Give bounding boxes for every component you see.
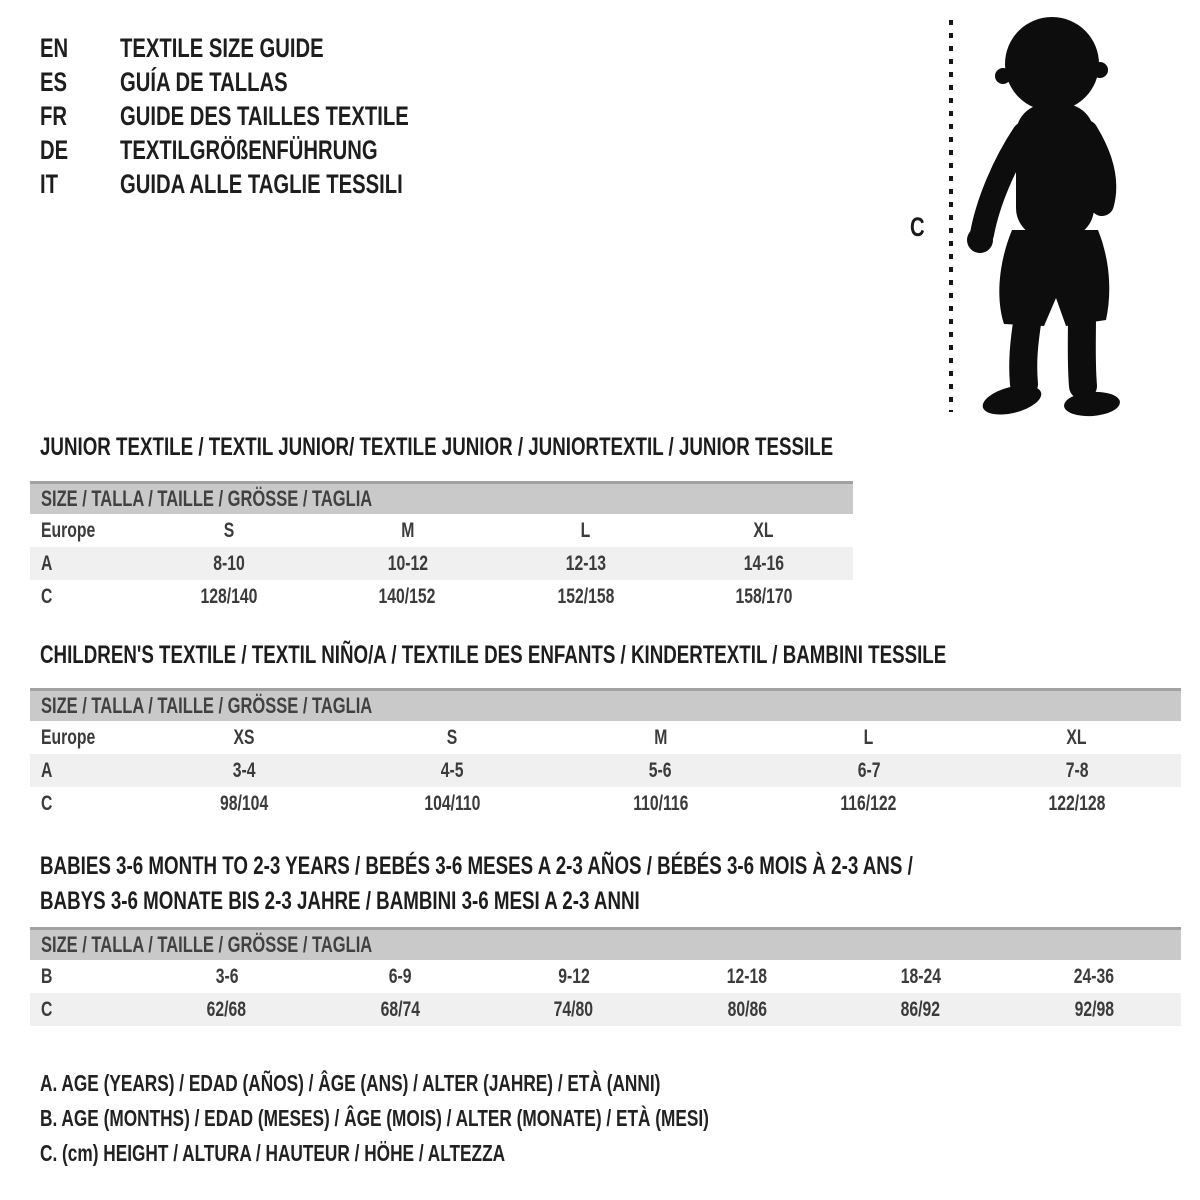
table-cell: 122/128 bbox=[1048, 791, 1106, 815]
table-cell: 128/140 bbox=[200, 584, 258, 608]
table-cell: 6-9 bbox=[388, 964, 412, 988]
column-header: L bbox=[580, 518, 591, 542]
column-header: M bbox=[400, 518, 414, 542]
toddler-silhouette-figure bbox=[900, 12, 1145, 417]
table-cell: 92/98 bbox=[1074, 997, 1114, 1021]
column-header: M bbox=[653, 725, 668, 749]
table-cell: 5-6 bbox=[649, 758, 672, 782]
children-column-header-row bbox=[30, 721, 1181, 754]
legend-line-a: A. AGE (YEARS) / EDAD (AÑOS) / ÂGE (ANS) / ALTER (JAHRE) / ETÀ (ANNI) bbox=[40, 1070, 661, 1096]
table-cell: 98/104 bbox=[220, 791, 269, 815]
table-cell: 68/74 bbox=[380, 997, 420, 1021]
table-row bbox=[30, 547, 853, 580]
table-cell: 7-8 bbox=[1065, 758, 1089, 782]
page-title: GUIDA ALLE TAGLIE TESSILI bbox=[120, 169, 403, 199]
children-section-title: CHILDREN'S TEXTILE / TEXTIL NIÑO/A / TEXTILE DES ENFANTS / KINDERTEXTIL / BAMBINI TESSILE bbox=[40, 641, 947, 669]
size-header-label: SIZE / TALLA / TAILLE / GRÖSSE / TAGLIA bbox=[41, 932, 373, 957]
size-header-label: SIZE / TALLA / TAILLE / GRÖSSE / TAGLIA bbox=[41, 693, 373, 718]
language-row bbox=[40, 99, 505, 133]
babies-title-line1: BABIES 3-6 MONTH TO 2-3 YEARS / BEBÉS 3-6 MESES A 2-3 AÑOS / BÉBÉS 3-6 MOIS À 2-3 ANS / bbox=[40, 852, 913, 880]
babies-title-line2: BABYS 3-6 MONATE BIS 2-3 JAHRE / BAMBINI 3-6 MESI A 2-3 ANNI bbox=[40, 887, 640, 915]
table-cell: 110/116 bbox=[632, 791, 689, 815]
table-cell: 152/158 bbox=[557, 584, 615, 608]
height-measure-label: C bbox=[910, 212, 925, 242]
region-label: Europe bbox=[41, 725, 96, 749]
table-cell: 24-36 bbox=[1074, 964, 1115, 988]
language-row bbox=[40, 167, 505, 201]
table-cell: 158/170 bbox=[735, 584, 793, 608]
language-code: DE bbox=[40, 135, 69, 165]
language-code: EN bbox=[40, 33, 69, 63]
column-header: S bbox=[447, 725, 458, 749]
children-size-table bbox=[30, 688, 1181, 820]
table-row bbox=[30, 754, 1181, 787]
page-title: TEXTILGRÖßENFÜHRUNG bbox=[120, 135, 378, 165]
column-header: XL bbox=[1066, 725, 1087, 749]
column-header: XS bbox=[233, 725, 255, 749]
table-cell: 6-7 bbox=[857, 758, 881, 782]
page-title: TEXTILE SIZE GUIDE bbox=[120, 33, 324, 63]
row-label: C bbox=[41, 791, 53, 815]
table-cell: 12-18 bbox=[727, 964, 768, 988]
table-cell: 104/110 bbox=[424, 791, 481, 815]
language-row bbox=[40, 133, 505, 167]
table-cell: 140/152 bbox=[378, 584, 436, 608]
row-label: C bbox=[41, 997, 53, 1021]
table-cell: 8-10 bbox=[213, 551, 245, 575]
language-code: FR bbox=[40, 101, 67, 131]
babies-section-title bbox=[40, 849, 1200, 919]
junior-size-header-bar bbox=[30, 481, 853, 514]
region-label: Europe bbox=[41, 518, 96, 542]
column-header: XL bbox=[753, 518, 774, 542]
junior-size-table bbox=[30, 481, 853, 613]
toddler-silhouette-icon bbox=[967, 17, 1121, 417]
language-code: ES bbox=[40, 67, 68, 97]
column-header: L bbox=[863, 725, 874, 749]
children-size-header-bar bbox=[30, 688, 1181, 721]
page-title: GUÍA DE TALLAS bbox=[120, 67, 288, 97]
table-cell: 12-13 bbox=[565, 551, 606, 575]
table-cell: 3-6 bbox=[215, 964, 239, 988]
language-row bbox=[40, 31, 505, 65]
language-code: IT bbox=[40, 169, 58, 199]
legend-line-b: B. AGE (MONTHS) / EDAD (MESES) / ÂGE (MOIS) / ALTER (MONATE) / ETÀ (MESI) bbox=[40, 1105, 709, 1131]
table-row bbox=[30, 993, 1181, 1026]
babies-size-table bbox=[30, 927, 1181, 1026]
table-cell: 86/92 bbox=[901, 997, 941, 1021]
table-cell: 74/80 bbox=[554, 997, 594, 1021]
table-cell: 10-12 bbox=[387, 551, 428, 575]
table-cell: 3-4 bbox=[232, 758, 256, 782]
legend-line-c: C. (cm) HEIGHT / ALTURA / HAUTEUR / HÖHE / ALTEZZA bbox=[40, 1140, 506, 1166]
table-cell: 62/68 bbox=[207, 997, 247, 1021]
measurement-legend bbox=[40, 1066, 932, 1171]
babies-size-header-bar bbox=[30, 927, 1181, 960]
row-label: C bbox=[41, 584, 53, 608]
row-label: A bbox=[41, 758, 53, 782]
table-cell: 80/86 bbox=[727, 997, 767, 1021]
junior-column-header-row bbox=[30, 514, 853, 547]
language-row bbox=[40, 65, 505, 99]
table-cell: 116/122 bbox=[840, 791, 897, 815]
table-cell: 9-12 bbox=[557, 964, 590, 988]
size-header-label: SIZE / TALLA / TAILLE / GRÖSSE / TAGLIA bbox=[41, 486, 373, 511]
table-cell: 18-24 bbox=[900, 964, 941, 988]
language-title-block bbox=[40, 31, 505, 201]
table-cell: 14-16 bbox=[743, 551, 785, 575]
table-cell: 4-5 bbox=[440, 758, 464, 782]
table-row bbox=[30, 787, 1181, 820]
page-title: GUIDE DES TAILLES TEXTILE bbox=[120, 101, 409, 131]
table-row bbox=[30, 580, 853, 613]
row-label: A bbox=[41, 551, 53, 575]
column-header: S bbox=[223, 518, 235, 542]
junior-section-title: JUNIOR TEXTILE / TEXTIL JUNIOR/ TEXTILE JUNIOR / JUNIORTEXTIL / JUNIOR TESSILE bbox=[40, 433, 834, 461]
table-row bbox=[30, 960, 1181, 993]
row-label: B bbox=[41, 964, 53, 988]
